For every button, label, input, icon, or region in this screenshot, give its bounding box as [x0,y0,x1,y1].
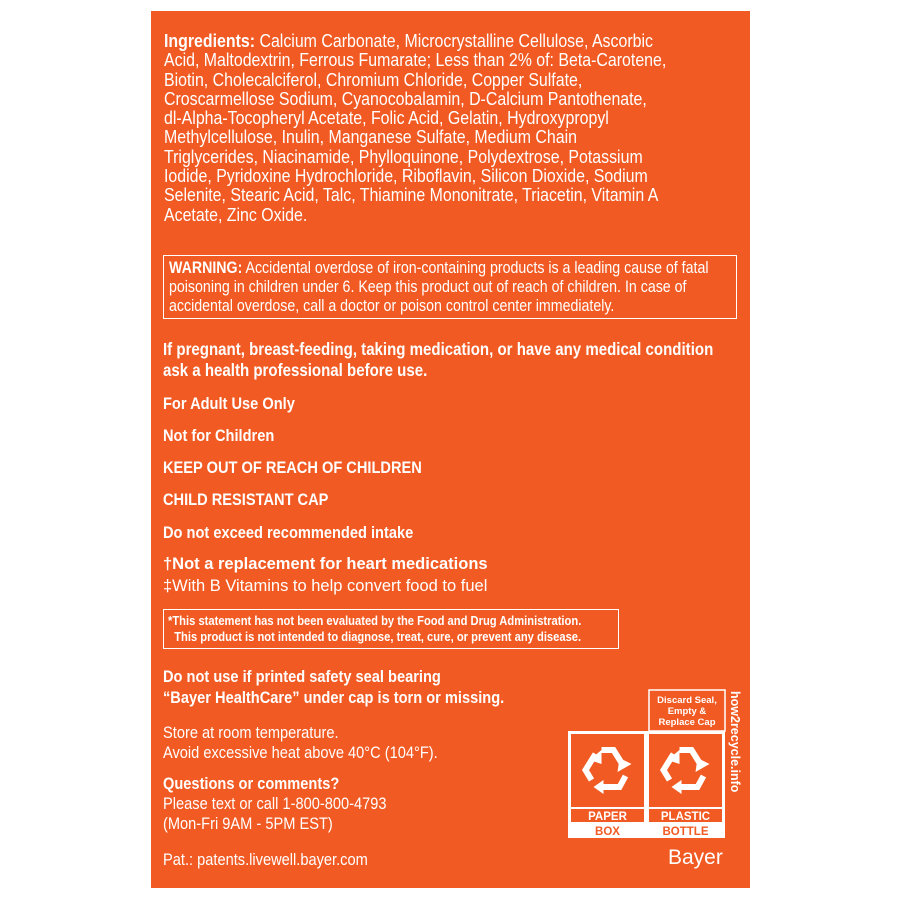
ingredients-line: Calcium Carbonate, Microcrystalline Cellulose, Ascorbic [255,30,653,51]
statement-child-resistant-cap: CHILD RESISTANT CAP [163,490,329,509]
statement-not-for-children: Not for Children [163,426,275,445]
how2recycle-site[interactable]: how2recycle.info [728,691,742,793]
warning-label: WARNING: [169,259,243,277]
b-vitamins-note: ‡With B Vitamins to help convert food to fuel [163,577,488,595]
fda-disclaimer-box [163,609,619,649]
plastic-label: PLASTIC [660,811,711,823]
box-label: BOX [595,826,620,838]
ingredients-label: Ingredients: [164,30,256,51]
instruction-line: Discard Seal, [657,695,717,706]
ingredients-line: Croscarmellose Sodium, Cyanocobalamin, D-Calcium Pantothenate, [164,87,647,109]
storage-line: Store at room temperature. [163,723,339,742]
pregnancy-notice [163,339,713,381]
pregnancy-line: If pregnant, breast-feeding, taking medication, or have any medical condition [163,339,714,359]
storage-line: Avoid excessive heat above 40°C (104°F). [163,743,438,762]
warning-text [169,259,709,316]
instruction-line: Replace Cap [658,717,716,728]
instruction-line: Empty & [667,706,707,717]
patents-link[interactable]: Pat.: patents.livewell.bayer.com [163,850,368,869]
ingredients-line: dl-Alpha-Tocopheryl Acetate, Folic Acid, Gelatin, Hydroxypropyl [164,107,609,129]
statement-keep-out-of-reach: KEEP OUT OF REACH OF CHILDREN [163,458,422,477]
ingredients-line: Iodide, Pyridoxine Hydrochloride, Riboflavin, Silicon Dioxide, Sodium [164,165,648,187]
ingredients-line: Acid, Maltodextrin, Ferrous Fumarate; Less than 2% of: Beta-Carotene, [164,49,667,71]
how2recycle-label [567,689,727,839]
ingredients-line: Biotin, Cholecalciferol, Chromium Chloride, Copper Sulfate, [164,68,583,90]
bayer-logo: Bayer [668,846,723,869]
warning-line: Accidental overdose of iron-containing products is a leading cause of fatal [242,259,709,277]
fda-disclaimer [168,613,581,645]
fda-line: *This statement has not been evaluated by the Food and Drug Administration. [168,613,582,628]
ingredients-block [164,31,738,224]
ingredients-line: Triglycerides, Niacinamide, Phylloquinone, Polydextrose, Potassium [164,145,643,167]
questions-block [163,774,387,834]
statement-recommended-intake: Do not exceed recommended intake [163,523,414,542]
storage-notice [163,723,438,763]
safety-seal-notice [163,666,504,708]
bottle-label: BOTTLE [662,826,709,838]
pregnancy-line: ask a health professional before use. [163,360,428,380]
paper-icon-bg [571,734,644,807]
questions-line: (Mon-Fri 9AM - 5PM EST) [163,814,333,833]
warning-line: accidental overdose, call a doctor or poison control center immediately. [169,297,615,315]
plastic-icon-bg [649,734,722,807]
heart-note: †Not a replacement for heart medications [163,555,488,573]
ingredients-line: Acetate, Zinc Oxide. [164,203,308,225]
ingredients-line: Methylcellulose, Inulin, Manganese Sulfate, Medium Chain [164,126,578,148]
paper-label: PAPER [588,811,627,823]
label-panel [151,11,750,888]
warning-line: poisoning in children under 6. Keep this product out of reach of children. In case of [169,278,687,296]
fda-line: This product is not intended to diagnose, treat, cure, or prevent any disease. [168,629,582,644]
ingredients-line: Selenite, Stearic Acid, Talc, Thiamine Mononitrate, Triacetin, Vitamin A [164,184,659,206]
statement-adult-use: For Adult Use Only [163,394,295,413]
warning-box [163,255,737,319]
questions-heading: Questions or comments? [163,774,340,793]
questions-line: Please text or call 1-800-800-4793 [163,794,387,813]
seal-line: “Bayer HealthCare” under cap is torn or missing. [163,688,505,707]
seal-line: Do not use if printed safety seal bearing [163,667,441,686]
